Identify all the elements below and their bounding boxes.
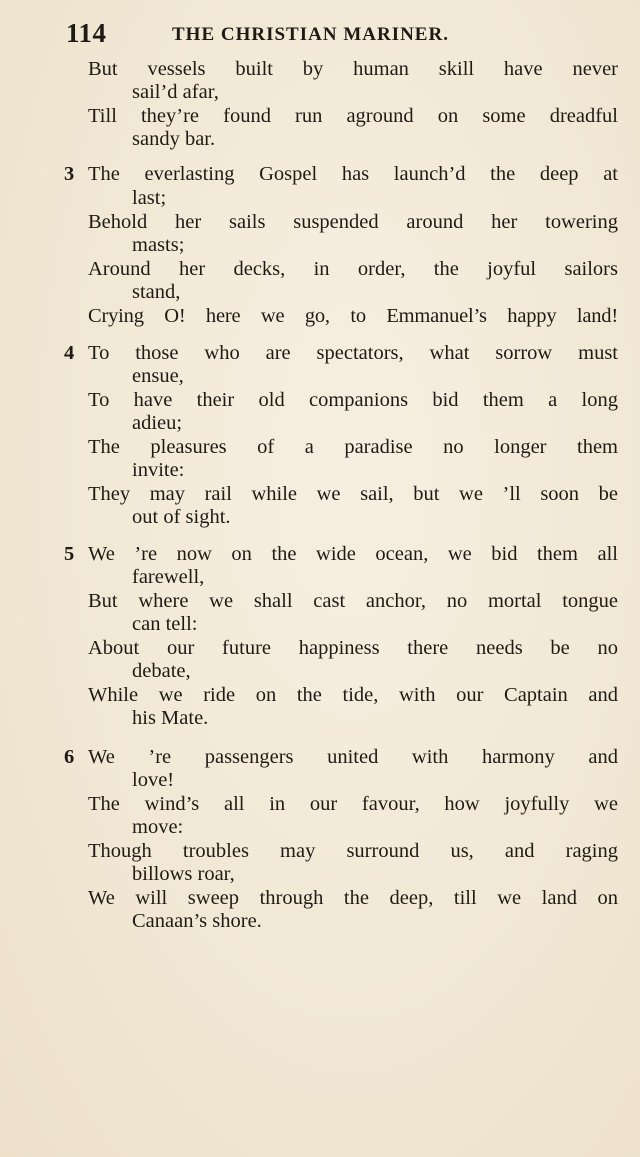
verse-continuation: can tell: <box>132 613 198 635</box>
verse-text: We ’re now on the wide ocean, we bid them all <box>88 543 618 565</box>
verse-line <box>0 435 640 459</box>
verse-line <box>0 683 640 707</box>
verse-text: About our future happiness there needs be no <box>88 637 618 659</box>
verse-line <box>0 162 640 186</box>
verse-line <box>0 210 640 234</box>
verse-text: While we ride on the tide, with our Captain and <box>88 684 618 706</box>
verse-text: But where we shall cast anchor, no mortal tongue <box>88 590 618 612</box>
verse-line <box>0 659 640 683</box>
verse-continuation: last; <box>132 187 167 209</box>
verse-line <box>0 458 640 482</box>
verse-continuation: ensue, <box>132 365 184 387</box>
verse-continuation: sandy bar. <box>132 128 216 150</box>
verse-text: Behold her sails suspended around her towering <box>88 211 618 233</box>
verse-continuation: move: <box>132 816 184 838</box>
stanza-number: 3 <box>64 163 75 185</box>
verse-continuation: billows roar, <box>132 863 235 885</box>
stanza-number: 5 <box>64 543 75 565</box>
verse-line <box>0 862 640 886</box>
verse-text: To those who are spectators, what sorrow must <box>88 342 618 364</box>
verse-continuation: adieu; <box>132 412 183 434</box>
verse-line <box>0 80 640 104</box>
verse-text: The everlasting Gospel has launch’d the deep at <box>88 163 618 185</box>
verse-text: Crying O! here we go, to Emmanuel’s happy land! <box>88 305 618 327</box>
verse-continuation: love! <box>132 769 175 791</box>
stanza-number: 4 <box>64 342 75 364</box>
verse-text: Though troubles may surround us, and raging <box>88 840 618 862</box>
verse-continuation: stand, <box>132 281 181 303</box>
verse-text: The wind’s all in our favour, how joyfully we <box>88 793 618 815</box>
page-header <box>66 18 626 52</box>
verse-text: The pleasures of a paradise no longer them <box>88 436 618 458</box>
verse-line <box>0 792 640 816</box>
verse-continuation: his Mate. <box>132 707 209 729</box>
verse-text: To have their old companions bid them a long <box>88 389 618 411</box>
verse-continuation: invite: <box>132 459 185 481</box>
verse-line <box>0 565 640 589</box>
verse-line <box>0 233 640 257</box>
verse-line <box>0 364 640 388</box>
verse-text: They may rail while we sail, but we ’ll soon be <box>88 483 618 505</box>
verse-line <box>0 280 640 304</box>
page-number: 114 <box>66 18 107 48</box>
verse-continuation: sail’d afar, <box>132 81 219 103</box>
verse-line <box>0 257 640 281</box>
verse-continuation: debate, <box>132 660 191 682</box>
verse-line <box>0 341 640 365</box>
stanza-number: 6 <box>64 746 75 768</box>
verse-line <box>0 745 640 769</box>
verse-line <box>0 612 640 636</box>
verse-line <box>0 127 640 151</box>
verse-line <box>0 186 640 210</box>
verse-line <box>0 57 640 81</box>
verse-line <box>0 104 640 128</box>
verse-line <box>0 839 640 863</box>
verse-text: Till they’re found run aground on some dreadful <box>88 105 618 127</box>
verse-line <box>0 636 640 660</box>
verse-line <box>0 542 640 566</box>
verse-text: But vessels built by human skill have never <box>88 58 618 80</box>
verse-line <box>0 505 640 529</box>
running-title: THE CHRISTIAN MARINER. <box>172 24 449 45</box>
verse-line <box>0 482 640 506</box>
verse-continuation: farewell, <box>132 566 205 588</box>
verse-line <box>0 706 640 730</box>
verse-line <box>0 589 640 613</box>
verse-line <box>0 815 640 839</box>
verse-line <box>0 304 640 328</box>
verse-line <box>0 768 640 792</box>
verse-continuation: Canaan’s shore. <box>132 910 262 932</box>
verse-line <box>0 909 640 933</box>
verse-line <box>0 886 640 910</box>
verse-continuation: out of sight. <box>132 506 231 528</box>
verse-text: We will sweep through the deep, till we land on <box>88 887 618 909</box>
verse-line <box>0 388 640 412</box>
verse-continuation: masts; <box>132 234 185 256</box>
verse-text: We ’re passengers united with harmony and <box>88 746 618 768</box>
verse-line <box>0 411 640 435</box>
verse-text: Around her decks, in order, the joyful sailors <box>88 258 618 280</box>
